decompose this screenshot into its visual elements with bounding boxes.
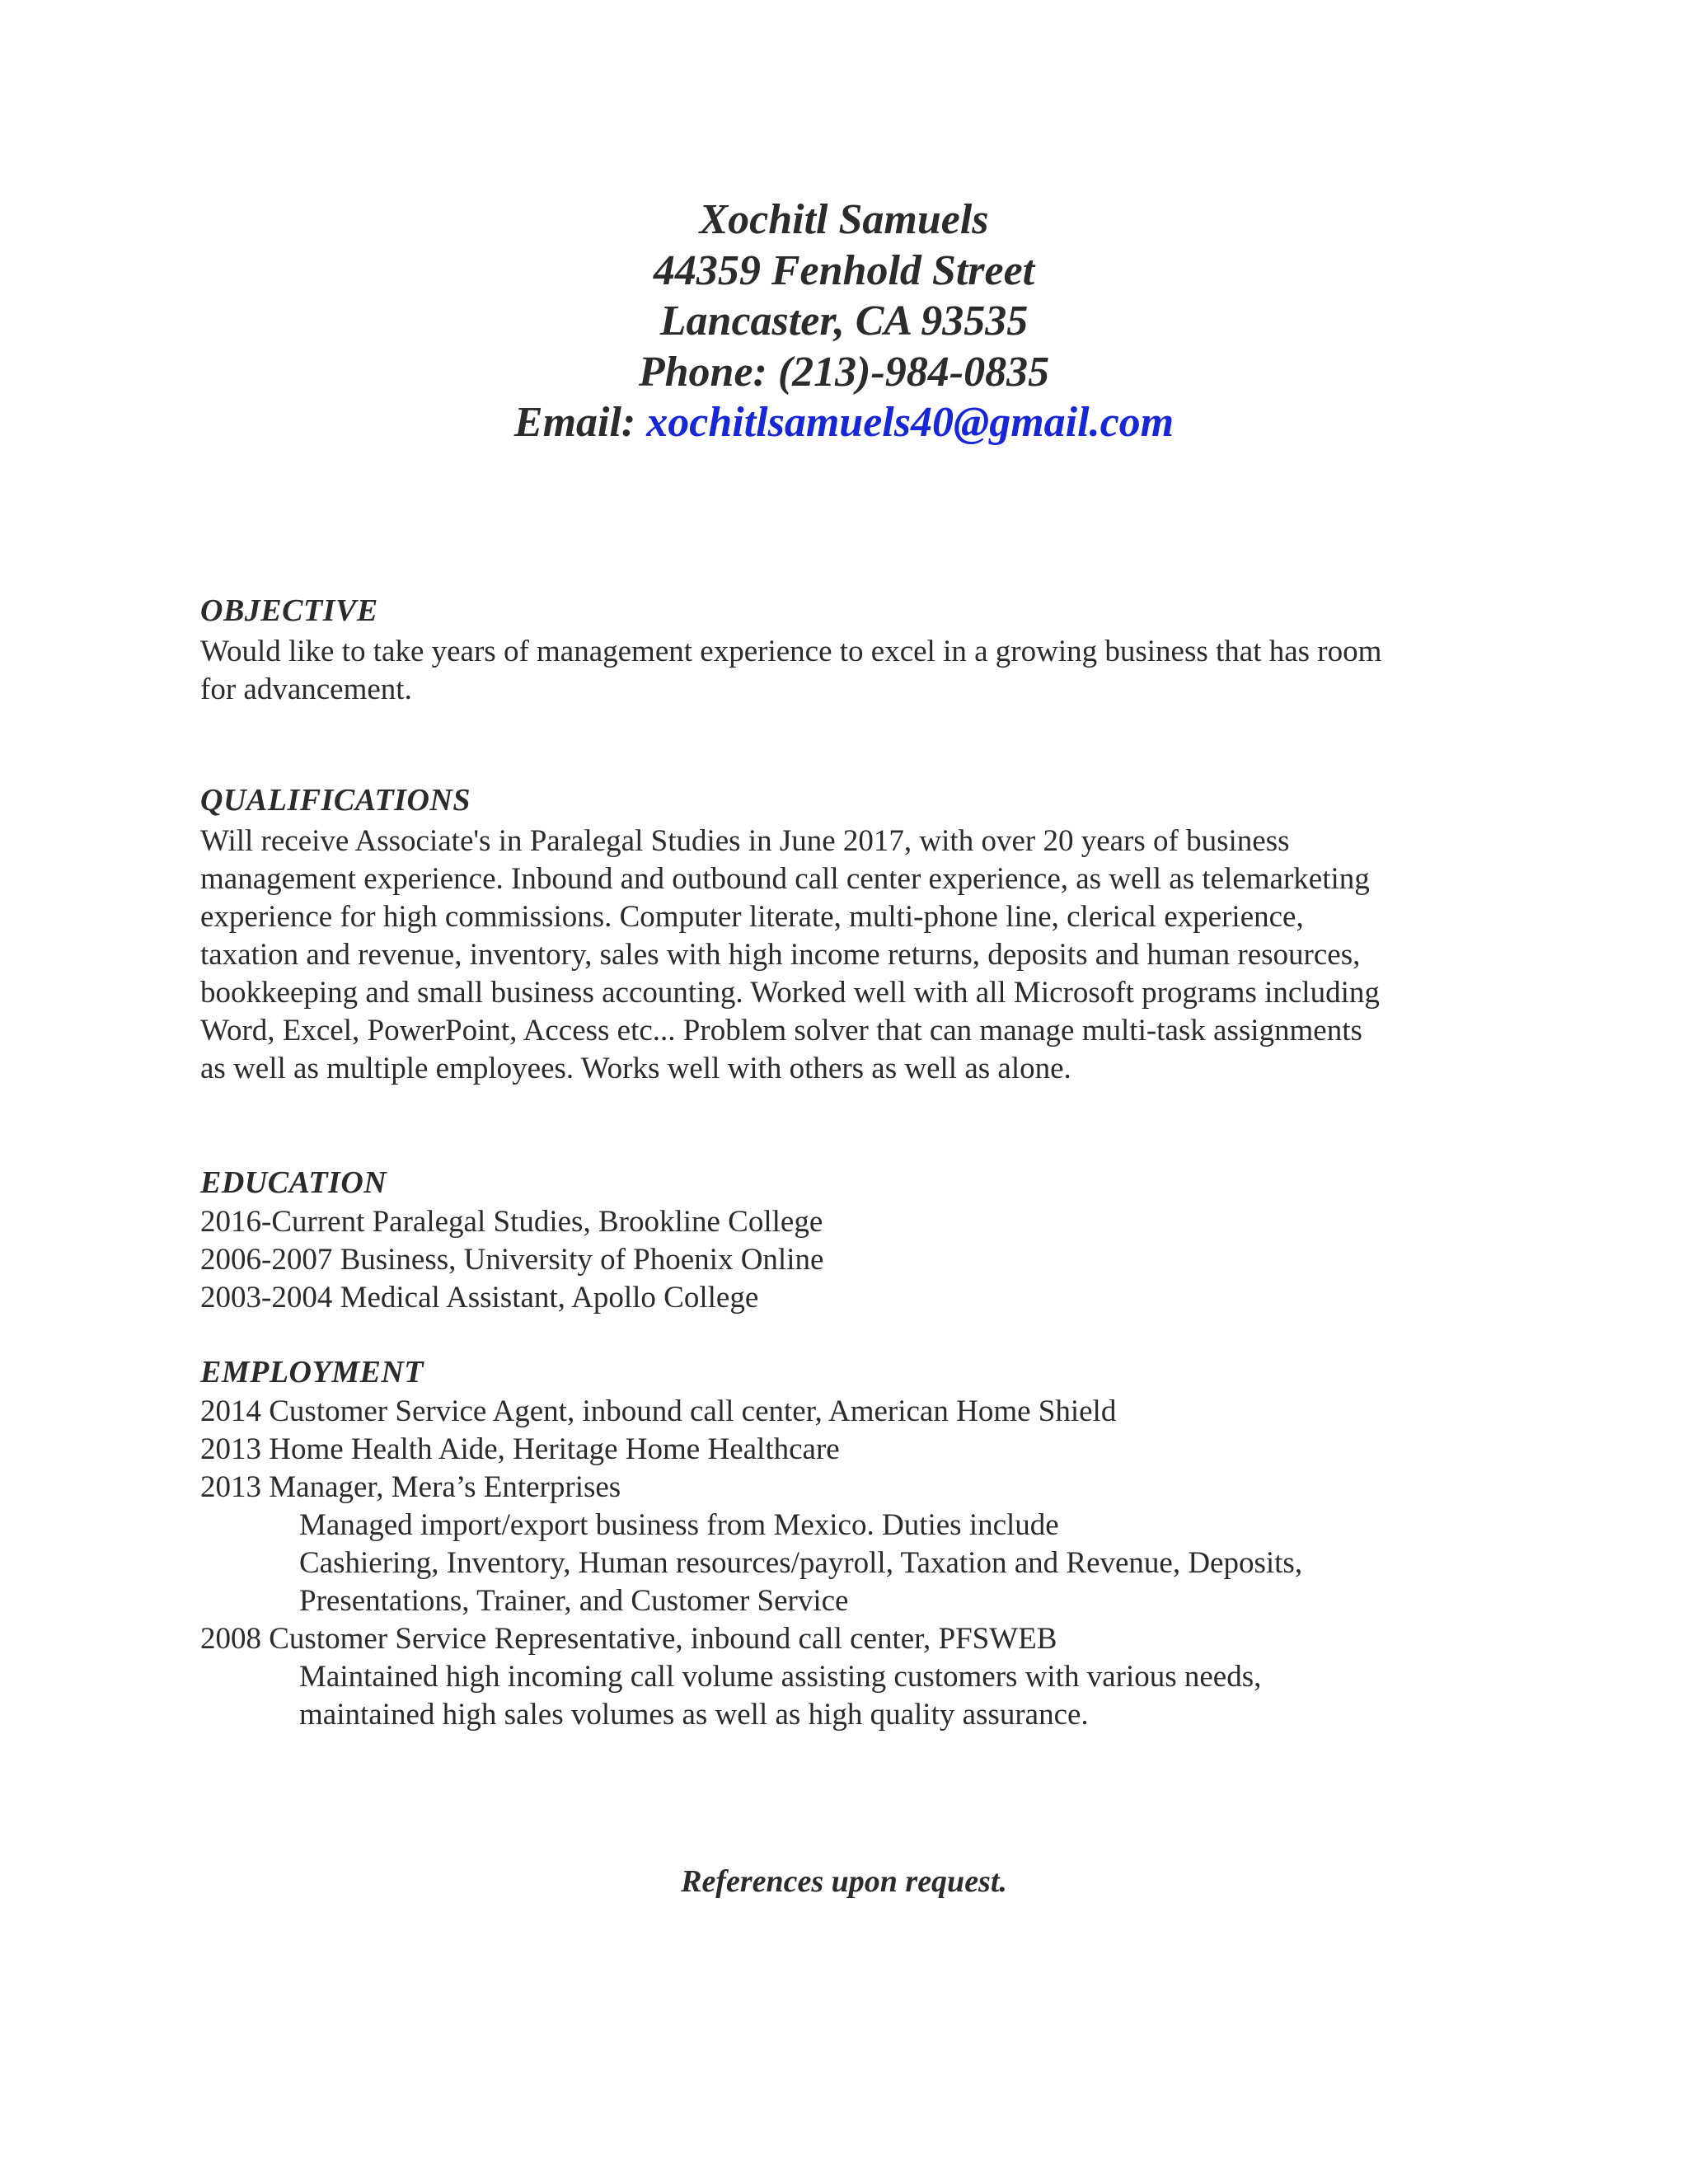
employment-list <box>200 1393 1503 1734</box>
city-state-zip: Lancaster, CA 93535 <box>659 298 1029 344</box>
resume-header <box>0 194 1688 448</box>
objective-line: for advancement. <box>200 673 412 706</box>
education-item: 2003-2004 Medical Assistant, Apollo College <box>200 1281 759 1315</box>
job-detail: Maintained high incoming call volume assisting customers with various needs, <box>299 1660 1262 1694</box>
qualifications-line: Word, Excel, PowerPoint, Access etc... Problem solver that can manage multi-task assignments <box>200 1014 1362 1047</box>
education-heading: EDUCATION <box>200 1165 387 1200</box>
job-detail: Presentations, Trainer, and Customer Service <box>299 1584 849 1618</box>
objective-line: Would like to take years of management experience to excel in a growing business that has room <box>200 635 1382 668</box>
email-label: Email: <box>513 399 647 446</box>
job-detail: Managed import/export business from Mexico. Duties include <box>299 1508 1059 1542</box>
objective-text <box>200 633 1503 709</box>
job-detail: Cashiering, Inventory, Human resources/payroll, Taxation and Revenue, Deposits, <box>299 1546 1303 1580</box>
education-list <box>200 1203 1503 1317</box>
applicant-name: Xochitl Samuels <box>699 196 989 243</box>
qualifications-line: taxation and revenue, inventory, sales with high income returns, deposits and human resources, <box>200 938 1361 972</box>
references-note: References upon request. <box>681 1864 1007 1899</box>
job-title: 2008 Customer Service Representative, inbound call center, PFSWEB <box>200 1622 1057 1656</box>
job-title: 2013 Home Health Aide, Heritage Home Healthcare <box>200 1432 840 1466</box>
qualifications-line: as well as multiple employees. Works well with others as well as alone. <box>200 1052 1071 1085</box>
job-detail: maintained high sales volumes as well as high quality assurance. <box>299 1698 1089 1732</box>
street-address: 44359 Fenhold Street <box>653 246 1035 294</box>
job-title: 2013 Manager, Mera’s Enterprises <box>200 1470 621 1504</box>
qualifications-line: bookkeeping and small business accounting. Worked well with all Microsoft programs including <box>200 976 1380 1010</box>
qualifications-line: Will receive Associate's in Paralegal Studies in June 2017, with over 20 years of business <box>200 824 1290 858</box>
employment-heading: EMPLOYMENT <box>200 1355 424 1390</box>
job-title: 2014 Customer Service Agent, inbound call center, American Home Shield <box>200 1394 1117 1428</box>
qualifications-line: management experience. Inbound and outbound call center experience, as well as telemarketing <box>200 862 1370 896</box>
education-item: 2006-2007 Business, University of Phoenix Online <box>200 1243 824 1277</box>
qualifications-line: experience for high commissions. Computer literate, multi-phone line, clerical experience, <box>200 900 1304 934</box>
qualifications-text <box>200 823 1503 1088</box>
qualifications-heading: QUALIFICATIONS <box>200 783 471 818</box>
objective-heading: OBJECTIVE <box>200 593 378 628</box>
email-line <box>0 397 1688 448</box>
email-link[interactable]: xochitlsamuels40@gmail.com <box>646 399 1175 446</box>
phone-number: Phone: (213)-984-0835 <box>638 348 1050 396</box>
education-item: 2016-Current Paralegal Studies, Brookline College <box>200 1205 823 1239</box>
